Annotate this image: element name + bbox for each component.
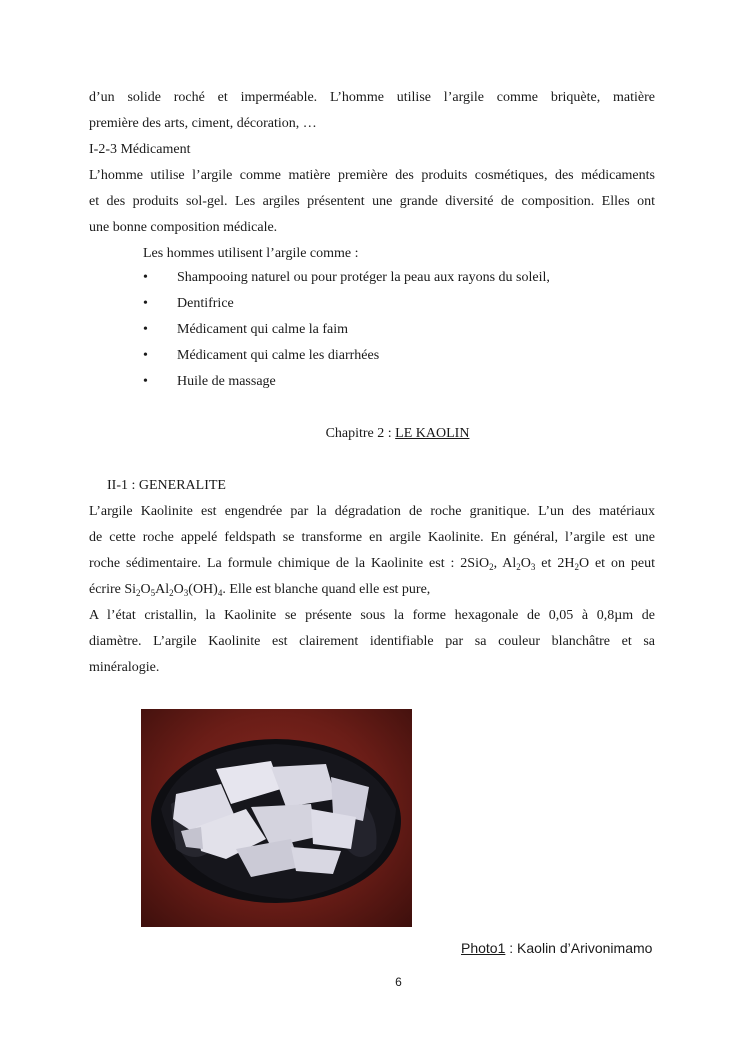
bullet-icon: • (143, 270, 148, 285)
paragraph-line: L’homme utilise l’argile comme matière première des produits cosmétiques, des médicaments (89, 168, 655, 183)
list-item: Dentifrice (177, 296, 234, 311)
photo-caption-text: : Kaolin d’Arivonimamo (505, 940, 653, 956)
page-number: 6 (395, 975, 402, 989)
paragraph-line: diamètre. L’argile Kaolinite est clairement identifiable par sa couleur blanchâtre et sa (89, 634, 655, 649)
paragraph-line: et des produits sol-gel. Les argiles présentent une grande diversité de composition. Elles ont (89, 194, 655, 209)
list-item: Médicament qui calme les diarrhées (177, 348, 380, 363)
section-heading-medicament: I-2-3 Médicament (89, 142, 191, 157)
formula-line: roche sédimentaire. La formule chimique de la Kaolinite est : 2SiO$_2$, $Al_2O_3$ et $2H_2O$ et on peut (89, 556, 656, 572)
formula-line: écrire $Si_2O_5Al_2O_3(OH)_4$. Elle est blanche quand elle est pure, (89, 582, 431, 598)
photo-caption-label: Photo1 (461, 940, 506, 956)
paragraph-line: A l’état cristallin, la Kaolinite se présente sous la forme hexagonale de 0,05 à 0,8µm de (89, 608, 655, 623)
paragraph-line: minéralogie. (89, 660, 160, 675)
photo-caption (461, 940, 652, 956)
bullet-icon: • (143, 348, 148, 363)
bullet-icon: • (143, 296, 148, 311)
paragraph-line: première des arts, ciment, décoration, … (89, 116, 317, 131)
list-item: Shampooing naturel ou pour protéger la peau aux rayons du soleil, (177, 270, 550, 285)
paragraph-line: une bonne composition médicale. (89, 220, 278, 235)
chapter-title (25, 426, 745, 442)
paragraph-line: d’un solide roché et imperméable. L’homme utilise l’argile comme briquète, matière (89, 90, 655, 105)
section-heading-generalite: II-1 : GENERALITE (107, 478, 226, 493)
kaolin-photo (141, 709, 412, 927)
list-item: Médicament qui calme la faim (177, 322, 349, 337)
chapter-prefix: Chapitre 2 : (325, 426, 396, 441)
list-item: Huile de massage (177, 374, 276, 389)
list-intro: Les hommes utilisent l’argile comme : (143, 246, 359, 261)
paragraph-line: L’argile Kaolinite est engendrée par la dégradation de roche granitique. L’un des matériaux (89, 504, 655, 519)
chapter-name: LE KAOLIN (395, 426, 470, 441)
kaolin-bag-illustration (141, 709, 412, 927)
paragraph-line: de cette roche appelé feldspath se transforme en argile Kaolinite. En général, l’argile est une (89, 530, 655, 545)
bullet-icon: • (143, 322, 148, 337)
bullet-icon: • (143, 374, 148, 389)
